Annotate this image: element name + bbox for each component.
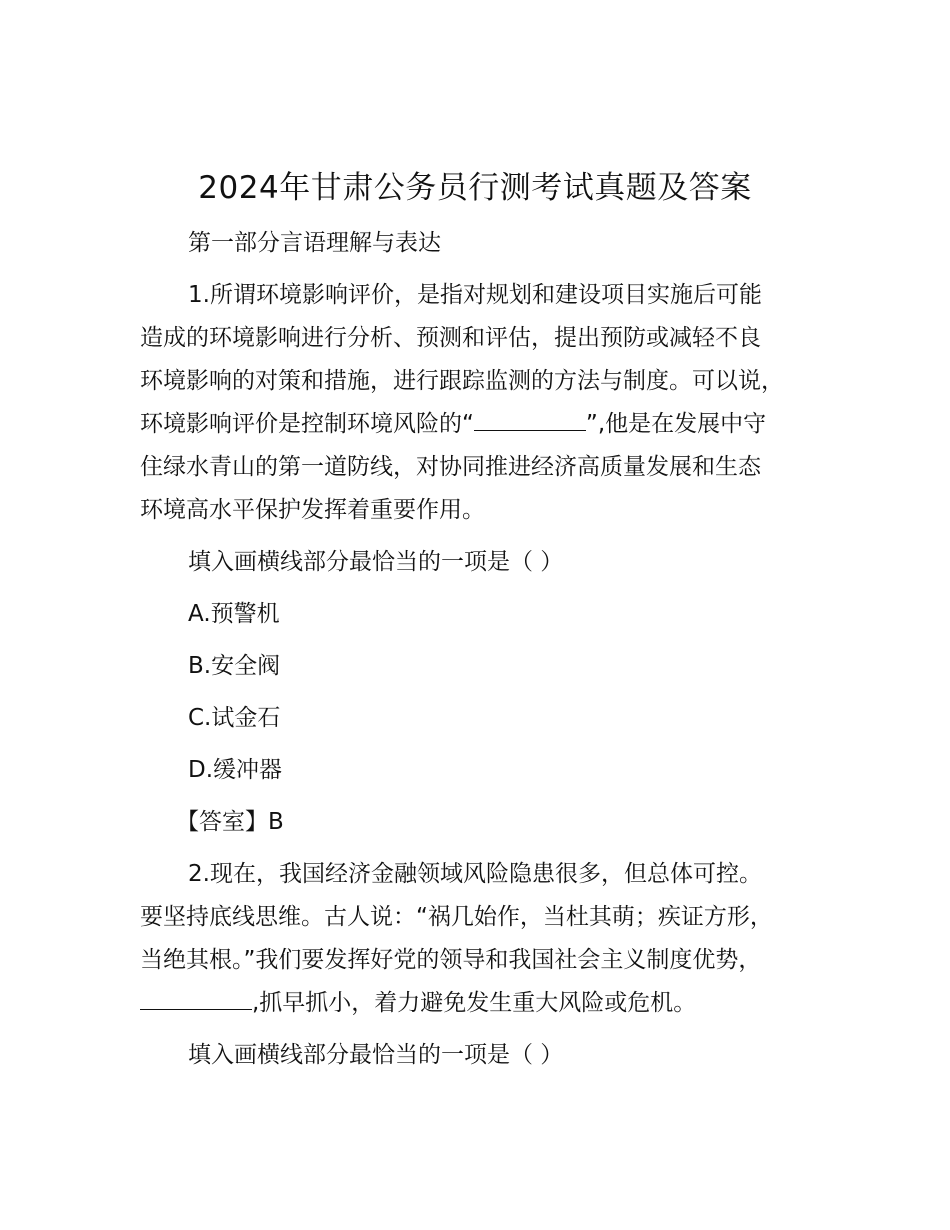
question-2: [140, 853, 840, 1077]
document-title: 2024年甘肃公务员行测考试真题及答案: [198, 170, 752, 206]
question-1-line-5: 住绿水青山的第一道防线，对协同推进经济高质量发展和生态: [140, 454, 761, 480]
document-body: [140, 222, 840, 1077]
question-2-line-4-after: ,抓早抓小，着力避免发生重大风险或危机。: [252, 990, 697, 1016]
fill-in-blank-2: [140, 989, 252, 1010]
question-2-line-1: 2.现在，我国经济金融领域风险隐患很多，但总体可控。: [188, 861, 762, 887]
question-2-line-4: [140, 982, 840, 1025]
question-1-answer: 【答室】B: [176, 809, 284, 835]
question-1-line-6: 环境高水平保护发挥着重要作用。: [140, 497, 485, 523]
question-1-line-4: [140, 403, 840, 446]
question-1-option-b: B.安全阀: [188, 653, 281, 679]
question-1-option-a: A.预警机: [188, 601, 280, 627]
question-1-line-4-before: 环境影响评价是控制环境风险的“: [140, 411, 474, 437]
question-2-prompt: 填入画横线部分最恰当的一项是（ ）: [188, 1042, 564, 1068]
question-1-line-4-after: ”,他是在发展中守: [585, 411, 767, 437]
question-2-line-2: 要坚持底线思维。古人说：“祸几始作，当杜其萌；疾证方形，: [140, 904, 773, 930]
question-1-prompt: 填入画横线部分最恰当的一项是（ ）: [188, 549, 564, 575]
section-heading: 第一部分言语理解与表达: [188, 230, 441, 256]
question-2-line-3: 当绝其根。”我们要发挥好党的领导和我国社会主义制度优势，: [140, 947, 762, 973]
question-1-line-2: 造成的环境影响进行分析、预测和评估，提出预防或减轻不良: [140, 325, 761, 351]
question-1: [140, 274, 840, 853]
question-1-option-c: C.试金石: [188, 705, 281, 731]
question-1-line-1: 1.所谓环境影响评价，是指对规划和建设项目实施后可能: [188, 282, 762, 308]
question-1-option-d: D.缓冲器: [188, 757, 283, 783]
question-1-line-3: 环境影响的对策和措施，进行跟踪监测的方法与制度。可以说，: [140, 368, 784, 394]
fill-in-blank-1: [474, 410, 586, 431]
